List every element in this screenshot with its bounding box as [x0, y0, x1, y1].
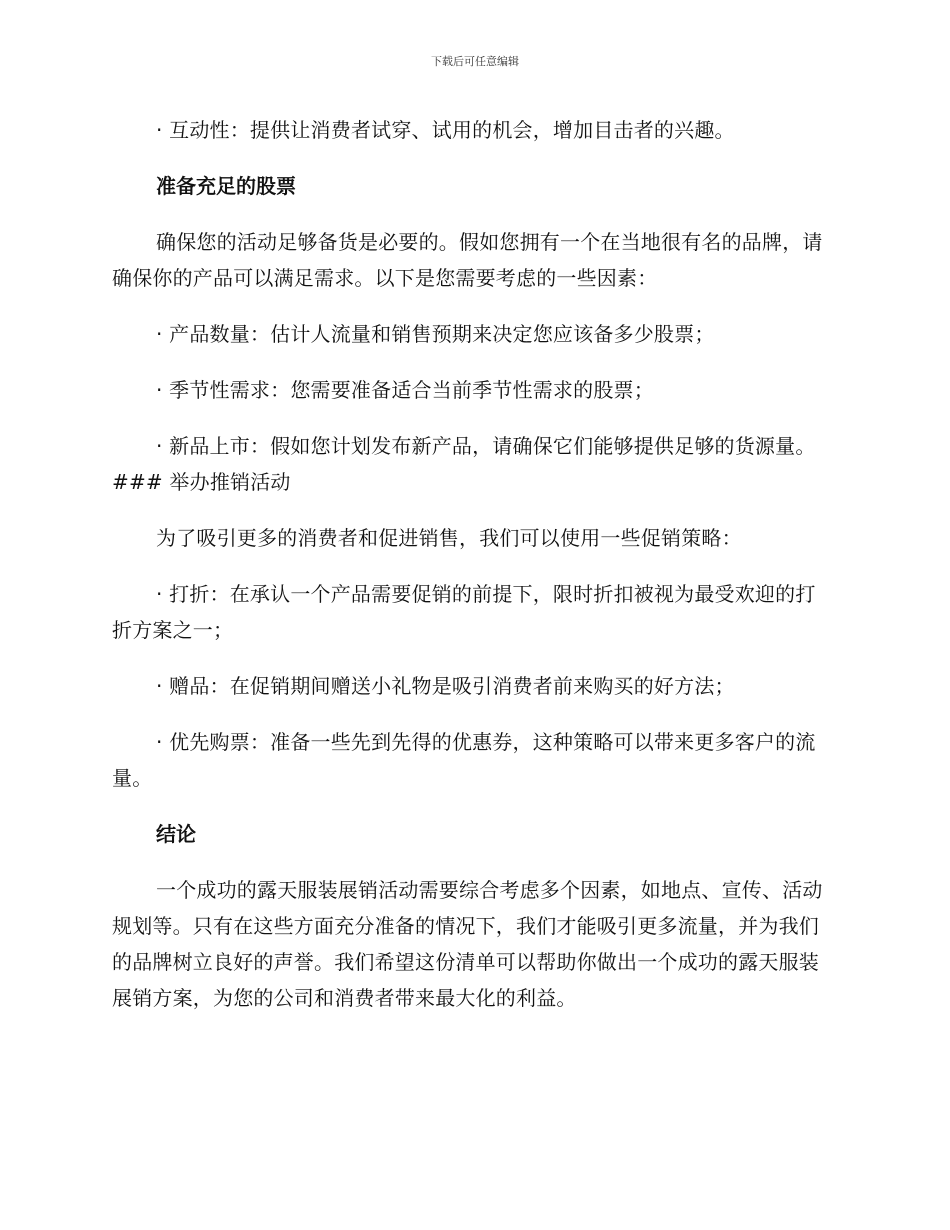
bullet-priority-tickets: · 优先购票：准备一些先到先得的优惠券，这种策略可以带来更多客户的流量。: [112, 730, 816, 790]
paragraph-stock-intro: 确保您的活动足够备货是必要的。假如您拥有一个在当地很有名的品牌，请确保你的产品可以满足需求。以下是您需要考虑的一些因素：: [112, 230, 823, 290]
bullet-new-products: · 新品上市：假如您计划发布新产品，请确保它们能够提供足够的货源量。 ### 举办推销活动: [112, 434, 816, 494]
section-heading-stock: 准备充足的股票: [156, 174, 296, 198]
bullet-seasonal-demand: · 季节性需求：您需要准备适合当前季节性需求的股票；: [156, 378, 654, 402]
document-body: [112, 112, 828, 1016]
bullet-product-quantity: · 产品数量：估计人流量和销售预期来决定您应该备多少股票；: [156, 322, 715, 346]
bullet-gifts: · 赠品：在促销期间赠送小礼物是吸引消费者前来购买的好方法；: [156, 674, 735, 698]
paragraph-promotion-intro: 为了吸引更多的消费者和促进销售，我们可以使用一些促销策略：: [156, 526, 742, 550]
page-header-note: 下载后可任意编辑: [431, 55, 519, 68]
section-heading-conclusion: 结论: [156, 822, 196, 846]
paragraph-conclusion: 一个成功的露天服装展销活动需要综合考虑多个因素，如地点、宣传、活动规划等。只有在这些方面充分准备的情况下，我们才能吸引更多流量，并为我们的品牌树立良好的声誉。我们希望这份清单可以帮助你做出一个成功的露天服装展销方案，为您的公司和消费者带来最大化的利益。: [112, 878, 823, 1010]
bullet-interactivity: · 互动性：提供让消费者试穿、试用的机会，增加目击者的兴趣。: [156, 118, 735, 142]
bullet-discount: · 打折：在承认一个产品需要促销的前提下，限时折扣被视为最受欢迎的打折方案之一；: [112, 582, 816, 642]
